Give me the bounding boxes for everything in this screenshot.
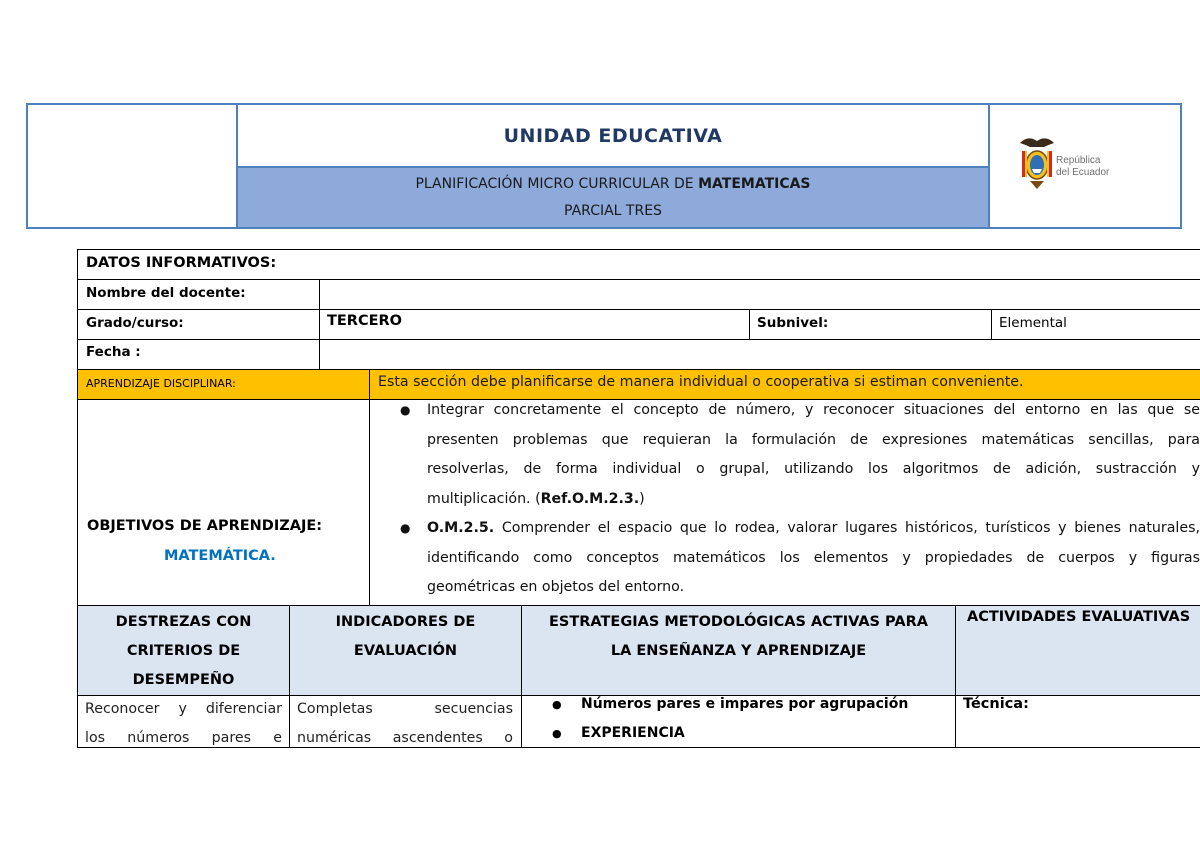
objective-1-line-2: presenten problemas que requieran la formulación de expresiones matemáticas sencillas, para (427, 431, 1200, 448)
coat-of-arms-icon (1018, 135, 1056, 195)
objective-1-line-4-suffix: ) (639, 490, 645, 507)
content-row-1 (77, 695, 1200, 748)
planning-title-band (238, 168, 988, 227)
objective-2-line-1 (427, 514, 1200, 544)
date-label-cell (77, 340, 319, 369)
teacher-row (77, 279, 1200, 309)
info-section-title: DATOS INFORMATIVOS: (86, 255, 277, 271)
row1-skill-cell (77, 696, 289, 747)
row1-activity-cell (955, 696, 1200, 747)
info-title-row (77, 249, 1200, 279)
objectives-list (370, 400, 1200, 603)
planning-title-prefix: PLANIFICACIÓN MICRO CURRICULAR DE (415, 175, 699, 192)
document-header (26, 103, 1182, 229)
ecuador-coat-of-arms-logo (1018, 135, 1138, 195)
row1-indicator-cell (289, 696, 521, 747)
learning-note: Esta sección debe planificarse de manera individual o cooperativa si estiman conveniente. (378, 374, 1024, 390)
col-skills-header-text (78, 608, 289, 695)
objectives-subject: MATEMÁTICA. (164, 548, 276, 564)
col-strategies-line-2: LA ENSEÑANZA Y APRENDIZAJE (610, 643, 867, 659)
col-indicators-line-2: EVALUACIÓN (353, 643, 458, 659)
institution-title-row (238, 105, 988, 168)
objectives-label-cell (77, 400, 369, 605)
objective-2-line-1-text: Comprender el espacio que lo rodea, valorar lugares históricos, turísticos y bienes naturales, (494, 520, 1200, 536)
col-strategies-header (521, 606, 955, 695)
objective-1-line-4 (427, 485, 1200, 515)
planning-title-subject: MATEMATICAS (698, 175, 811, 192)
learning-row (77, 369, 1200, 399)
col-indicators-header-text (290, 608, 521, 666)
col-skills-line-2: CRITERIOS DE (126, 643, 241, 659)
institution-title: UNIDAD EDUCATIVA (503, 124, 723, 147)
sublevel-value: Elemental (999, 315, 1067, 331)
grade-value-cell (319, 310, 749, 339)
objective-1-line-1: Integrar concretamente el concepto de número, y reconocer situaciones del entorno en las que se (427, 402, 1200, 418)
col-strategies-line-1: ESTRATEGIAS METODOLÓGICAS ACTIVAS PARA (549, 614, 928, 630)
objective-2-code: O.M.2.5. (427, 520, 495, 536)
bullet-icon: ● (400, 403, 411, 417)
learning-label: APRENDIZAJE DISCIPLINAR: (86, 377, 236, 390)
objectives-label: OBJETIVOS DE APRENDIZAJE: (87, 518, 323, 534)
logo-text-line2: del Ecuador (1056, 167, 1110, 178)
header-logo-cell (988, 105, 1180, 227)
date-label: Fecha : (86, 344, 141, 360)
learning-note-cell (369, 370, 1200, 399)
info-title-cell (77, 250, 1200, 279)
col-strategies-header-text (522, 608, 955, 666)
objective-item-1 (370, 400, 1200, 514)
learning-label-cell (77, 370, 369, 399)
row1-indicator-line-1: Completas secuencias (297, 701, 513, 717)
col-indicators-header (289, 606, 521, 695)
row1-technique-label: Técnica: (963, 696, 1029, 712)
header-blank-cell (28, 105, 238, 227)
teacher-label: Nombre del docente: (86, 285, 246, 301)
teacher-label-cell (77, 280, 319, 309)
objectives-row (77, 399, 1200, 605)
sublevel-value-cell (991, 310, 1200, 339)
bullet-icon: ● (400, 521, 411, 535)
bullet-icon: ● (552, 698, 562, 711)
grade-label: Grado/curso: (86, 315, 184, 331)
logo-text-line1: República (1056, 155, 1101, 166)
col-skills-line-1: DESTREZAS CON (115, 614, 252, 630)
row1-skill-line-1: Reconocer y diferenciar (85, 701, 282, 717)
bullet-icon: ● (552, 727, 562, 740)
date-value-cell (319, 340, 1200, 369)
grade-label-cell (77, 310, 319, 339)
row1-strategy-cell (521, 696, 955, 747)
col-skills-line-3: DESEMPEÑO (132, 672, 235, 688)
col-indicators-line-1: INDICADORES DE (335, 614, 476, 630)
planning-title (415, 171, 810, 198)
date-row (77, 339, 1200, 369)
sublevel-label: Subnivel: (757, 315, 829, 331)
row1-strategy-2: EXPERIENCIA (581, 725, 685, 741)
columns-header-row (77, 605, 1200, 695)
sublevel-label-cell (749, 310, 991, 339)
row1-skill-text (85, 696, 282, 747)
partial-label: PARCIAL TRES (564, 202, 662, 219)
col-activities-header (955, 606, 1200, 695)
grade-row (77, 309, 1200, 339)
republic-name (1056, 155, 1109, 179)
grade-value: TERCERO (327, 313, 402, 329)
row1-skill-line-2: los números pares e (85, 730, 282, 746)
col-skills-header (77, 606, 289, 695)
objective-1-line-4-prefix: multiplicación. ( (427, 490, 541, 507)
objectives-content-cell (369, 400, 1200, 605)
row1-strategy-1: Números pares e impares por agrupación (581, 696, 909, 712)
row1-indicator-text (297, 696, 513, 747)
teacher-value-cell (319, 280, 1200, 309)
header-title-cell (238, 105, 988, 227)
objective-1-line-3: resolverlas, de forma individual o grupal, utilizando los algoritmos de adición, sustracción y (427, 461, 1200, 477)
row1-indicator-line-2: numéricas ascendentes o (297, 730, 513, 746)
objective-2-line-2: identificando como conceptos matemáticos los elementos y propiedades de cuerpos y figuras (427, 549, 1200, 566)
col-activities-line-1: ACTIVIDADES EVALUATIVAS (967, 609, 1191, 625)
objective-1-reference: Ref.O.M.2.3. (540, 490, 640, 507)
objective-item-2 (370, 514, 1200, 603)
objective-2-line-3: geométricas en objetos del entorno. (427, 579, 685, 595)
